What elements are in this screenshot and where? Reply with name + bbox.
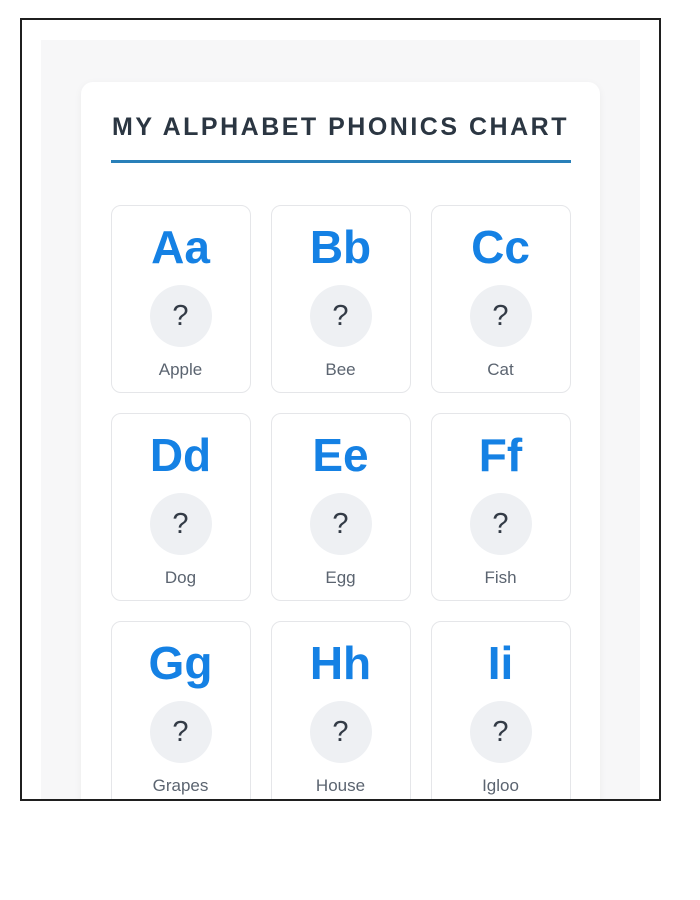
question-mark-icon[interactable] [470, 701, 532, 763]
phonics-card[interactable] [271, 413, 411, 601]
question-mark-glyph: ? [492, 299, 509, 332]
letter-pair-label: Ff [478, 429, 523, 481]
word-label: Igloo [482, 776, 519, 795]
word-label: Dog [164, 568, 197, 587]
question-mark-icon[interactable] [150, 285, 212, 347]
question-mark-glyph: ? [492, 507, 509, 540]
phonics-card[interactable] [111, 413, 251, 601]
letter-pair-label: Hh [309, 637, 372, 689]
phonics-card[interactable] [111, 205, 251, 393]
title-divider [111, 160, 571, 163]
question-mark-glyph: ? [172, 507, 189, 540]
letter-pair-label: Dd [149, 429, 212, 481]
question-mark-icon[interactable] [310, 285, 372, 347]
word-label: Egg [325, 568, 356, 587]
letter-pair-label: Bb [309, 221, 372, 273]
phonics-card[interactable] [431, 205, 571, 393]
word-label: Grapes [152, 776, 209, 795]
question-mark-icon[interactable] [150, 493, 212, 555]
word-label: Fish [484, 568, 517, 587]
letter-pair-label: Aa [151, 221, 210, 273]
question-mark-glyph: ? [172, 715, 189, 748]
viewport-frame [20, 18, 661, 801]
question-mark-icon[interactable] [470, 285, 532, 347]
word-label: Bee [325, 360, 356, 379]
phonics-card[interactable] [431, 413, 571, 601]
chart-sheet [81, 82, 600, 801]
question-mark-icon[interactable] [310, 493, 372, 555]
question-mark-glyph: ? [332, 715, 349, 748]
letter-pair-label: Cc [471, 221, 530, 273]
question-mark-glyph: ? [492, 715, 509, 748]
question-mark-icon[interactable] [470, 493, 532, 555]
letter-pair-label: Gg [148, 637, 213, 689]
word-label: House [315, 776, 366, 795]
question-mark-icon[interactable] [150, 701, 212, 763]
phonics-card[interactable] [271, 205, 411, 393]
phonics-card[interactable] [271, 621, 411, 801]
page-background-panel [41, 40, 640, 801]
phonics-card[interactable] [111, 621, 251, 801]
phonics-grid [111, 205, 571, 801]
letter-pair-label: Ee [312, 429, 369, 481]
letter-pair-label: Ii [487, 637, 514, 689]
page-title: MY ALPHABET PHONICS CHART [112, 113, 569, 141]
question-mark-glyph: ? [172, 299, 189, 332]
phonics-card[interactable] [431, 621, 571, 801]
word-label: Cat [487, 360, 514, 379]
question-mark-glyph: ? [332, 507, 349, 540]
question-mark-icon[interactable] [310, 701, 372, 763]
word-label: Apple [158, 360, 203, 379]
question-mark-glyph: ? [332, 299, 349, 332]
